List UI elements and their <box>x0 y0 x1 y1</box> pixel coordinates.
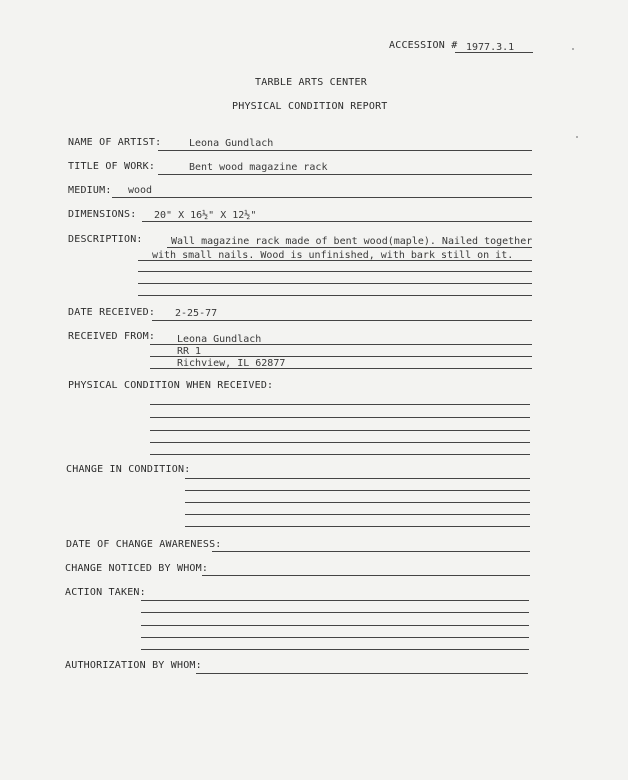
received-from-line-1: Leona Gundlach <box>177 334 262 345</box>
description-line-2: with small nails. Wood is unfinished, with bark still on it. <box>152 250 514 261</box>
title-value: Bent wood magazine rack <box>189 162 328 173</box>
description-underline-3 <box>138 271 532 272</box>
title-label: TITLE OF WORK: <box>68 161 156 172</box>
received-from-line-3: Richview, IL 62877 <box>177 358 286 369</box>
report-title: PHYSICAL CONDITION REPORT <box>232 101 388 112</box>
change-in-condition-line-2 <box>185 490 530 491</box>
accession-value: 1977.3.1 <box>466 42 515 53</box>
action-taken-label: ACTION TAKEN: <box>65 587 146 598</box>
paper-speck <box>572 48 574 50</box>
physical-condition-label: PHYSICAL CONDITION WHEN RECEIVED: <box>68 380 274 391</box>
date-received-label: DATE RECEIVED: <box>68 307 156 318</box>
dimensions-label: DIMENSIONS: <box>68 209 137 220</box>
action-taken-line-2 <box>141 612 529 613</box>
medium-label: MEDIUM: <box>68 185 112 196</box>
action-taken-line-5 <box>141 649 529 650</box>
authorization-underline <box>196 673 528 674</box>
description-label: DESCRIPTION: <box>68 234 143 245</box>
dimensions-value: 20" X 16½" X 12½" <box>154 210 257 221</box>
action-taken-line-3 <box>141 625 529 626</box>
change-in-condition-line-3 <box>185 502 530 503</box>
action-taken-line-1 <box>141 600 529 601</box>
physical-condition-line-1 <box>150 404 530 405</box>
title-underline <box>158 174 532 175</box>
artist-underline <box>158 150 532 151</box>
received-from-underline-1 <box>150 344 532 345</box>
date-of-change-label: DATE OF CHANGE AWARENESS: <box>66 539 222 550</box>
org-name: TARBLE ARTS CENTER <box>255 77 367 88</box>
change-in-condition-line-1 <box>185 478 530 479</box>
artist-label: NAME OF ARTIST: <box>68 137 162 148</box>
description-underline-4 <box>138 283 532 284</box>
description-underline-1 <box>167 247 532 248</box>
physical-condition-line-4 <box>150 442 530 443</box>
physical-condition-line-3 <box>150 430 530 431</box>
accession-label: ACCESSION # <box>389 40 458 51</box>
date-of-change-underline <box>212 551 530 552</box>
received-from-line-2: RR 1 <box>177 346 202 357</box>
date-received-value: 2-25-77 <box>175 308 218 319</box>
dimensions-underline <box>142 221 532 222</box>
physical-condition-line-2 <box>150 417 530 418</box>
change-in-condition-line-5 <box>185 526 530 527</box>
change-in-condition-line-4 <box>185 514 530 515</box>
accession-underline <box>455 52 533 53</box>
change-noticed-underline <box>202 575 530 576</box>
description-underline-2 <box>138 260 532 261</box>
artist-value: Leona Gundlach <box>189 138 274 149</box>
description-line-1: Wall magazine rack made of bent wood(maple). Nailed together <box>171 236 533 247</box>
authorization-label: AUTHORIZATION BY WHOM: <box>65 660 202 671</box>
received-from-underline-2 <box>150 356 532 357</box>
received-from-label: RECEIVED FROM: <box>68 331 156 342</box>
paper-speck <box>576 136 578 138</box>
change-in-condition-label: CHANGE IN CONDITION: <box>66 464 191 475</box>
action-taken-line-4 <box>141 637 529 638</box>
description-underline-5 <box>138 295 532 296</box>
date-received-underline <box>152 320 532 321</box>
physical-condition-line-5 <box>150 454 530 455</box>
received-from-underline-3 <box>150 368 532 369</box>
medium-value: wood <box>128 185 153 196</box>
change-noticed-label: CHANGE NOTICED BY WHOM: <box>65 563 209 574</box>
medium-underline <box>112 197 532 198</box>
